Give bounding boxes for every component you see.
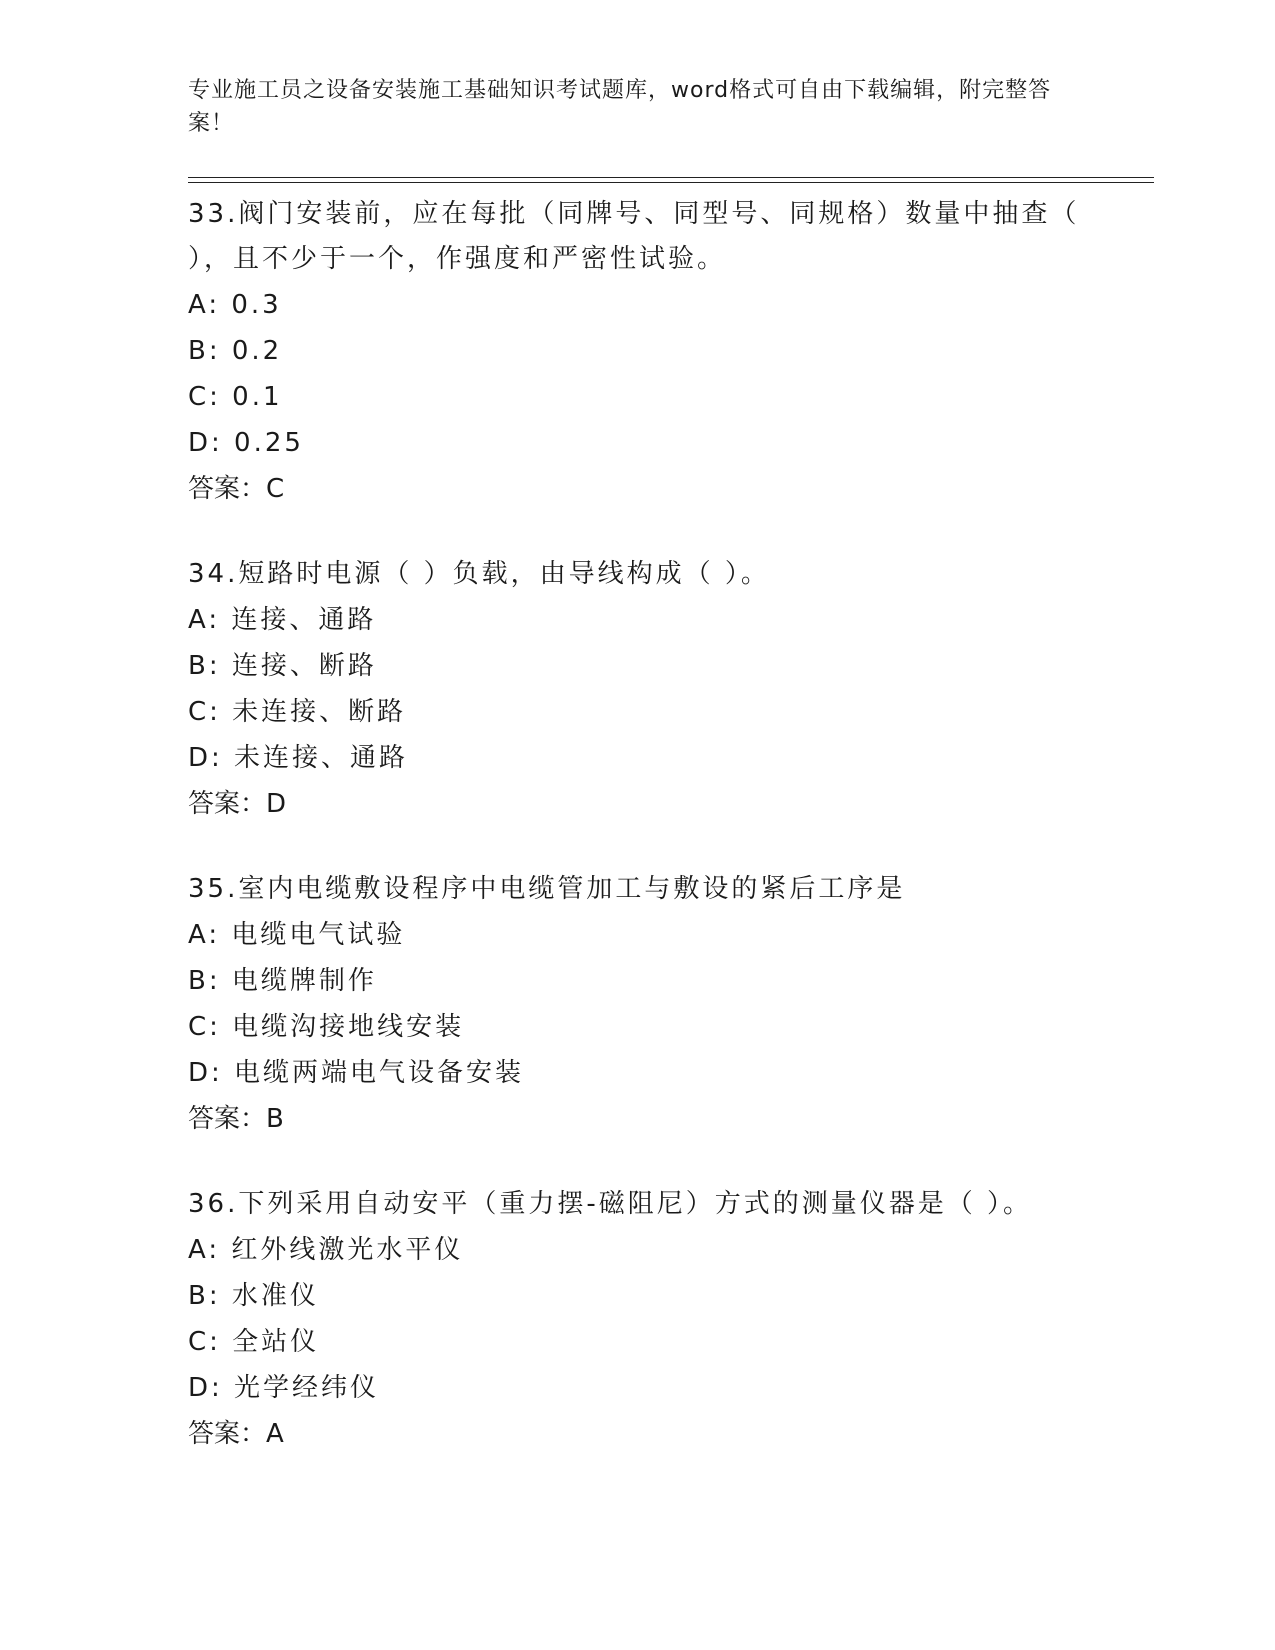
header-divider-top [188, 177, 1154, 178]
question-36 [188, 1182, 1088, 1457]
question-34 [188, 552, 1088, 827]
option-a: A: 电缆电气试验 [188, 920, 406, 950]
option-c: C: 未连接、断路 [188, 697, 407, 727]
document-header: 专业施工员之设备安装施工基础知识考试题库，word格式可自由下载编辑，附完整答案！ [188, 78, 1052, 136]
option-d: D: 电缆两端电气设备安装 [188, 1058, 525, 1088]
question-list [188, 192, 1088, 1497]
question-stem: 36.下列采用自动安平（重力摆-磁阻尼）方式的测量仪器是（ ）。 [188, 1189, 1032, 1219]
option-d: D: 未连接、通路 [188, 743, 409, 773]
option-b: B: 0.2 [188, 336, 283, 366]
question-35 [188, 867, 1088, 1142]
option-a: A: 连接、通路 [188, 605, 377, 635]
question-stem: 35.室内电缆敷设程序中电缆管加工与敷设的紧后工序是 [188, 874, 906, 904]
question-stem: 34.短路时电源（ ）负载，由导线构成（ ）。 [188, 559, 770, 589]
option-a: A: 红外线激光水平仪 [188, 1235, 464, 1265]
option-c: C: 0.1 [188, 382, 283, 412]
answer-line: 答案：A [188, 1419, 284, 1449]
question-stem: 33.阀门安装前，应在每批（同牌号、同型号、同规格）数量中抽查（ ），且不少于一个，作强度和严密性试验。 [188, 199, 1080, 274]
answer-line: 答案：D [188, 789, 287, 819]
option-c: C: 电缆沟接地线安装 [188, 1012, 465, 1042]
option-b: B: 水准仪 [188, 1281, 319, 1311]
header-divider-bottom [188, 182, 1154, 183]
question-33 [188, 192, 1088, 512]
option-b: B: 电缆牌制作 [188, 966, 377, 996]
answer-line: 答案：B [188, 1104, 284, 1134]
option-d: D: 0.25 [188, 428, 304, 458]
option-d: D: 光学经纬仪 [188, 1373, 380, 1403]
option-c: C: 全站仪 [188, 1327, 320, 1357]
option-b: B: 连接、断路 [188, 651, 377, 681]
option-a: A: 0.3 [188, 290, 282, 320]
answer-line: 答案：C [188, 474, 285, 504]
